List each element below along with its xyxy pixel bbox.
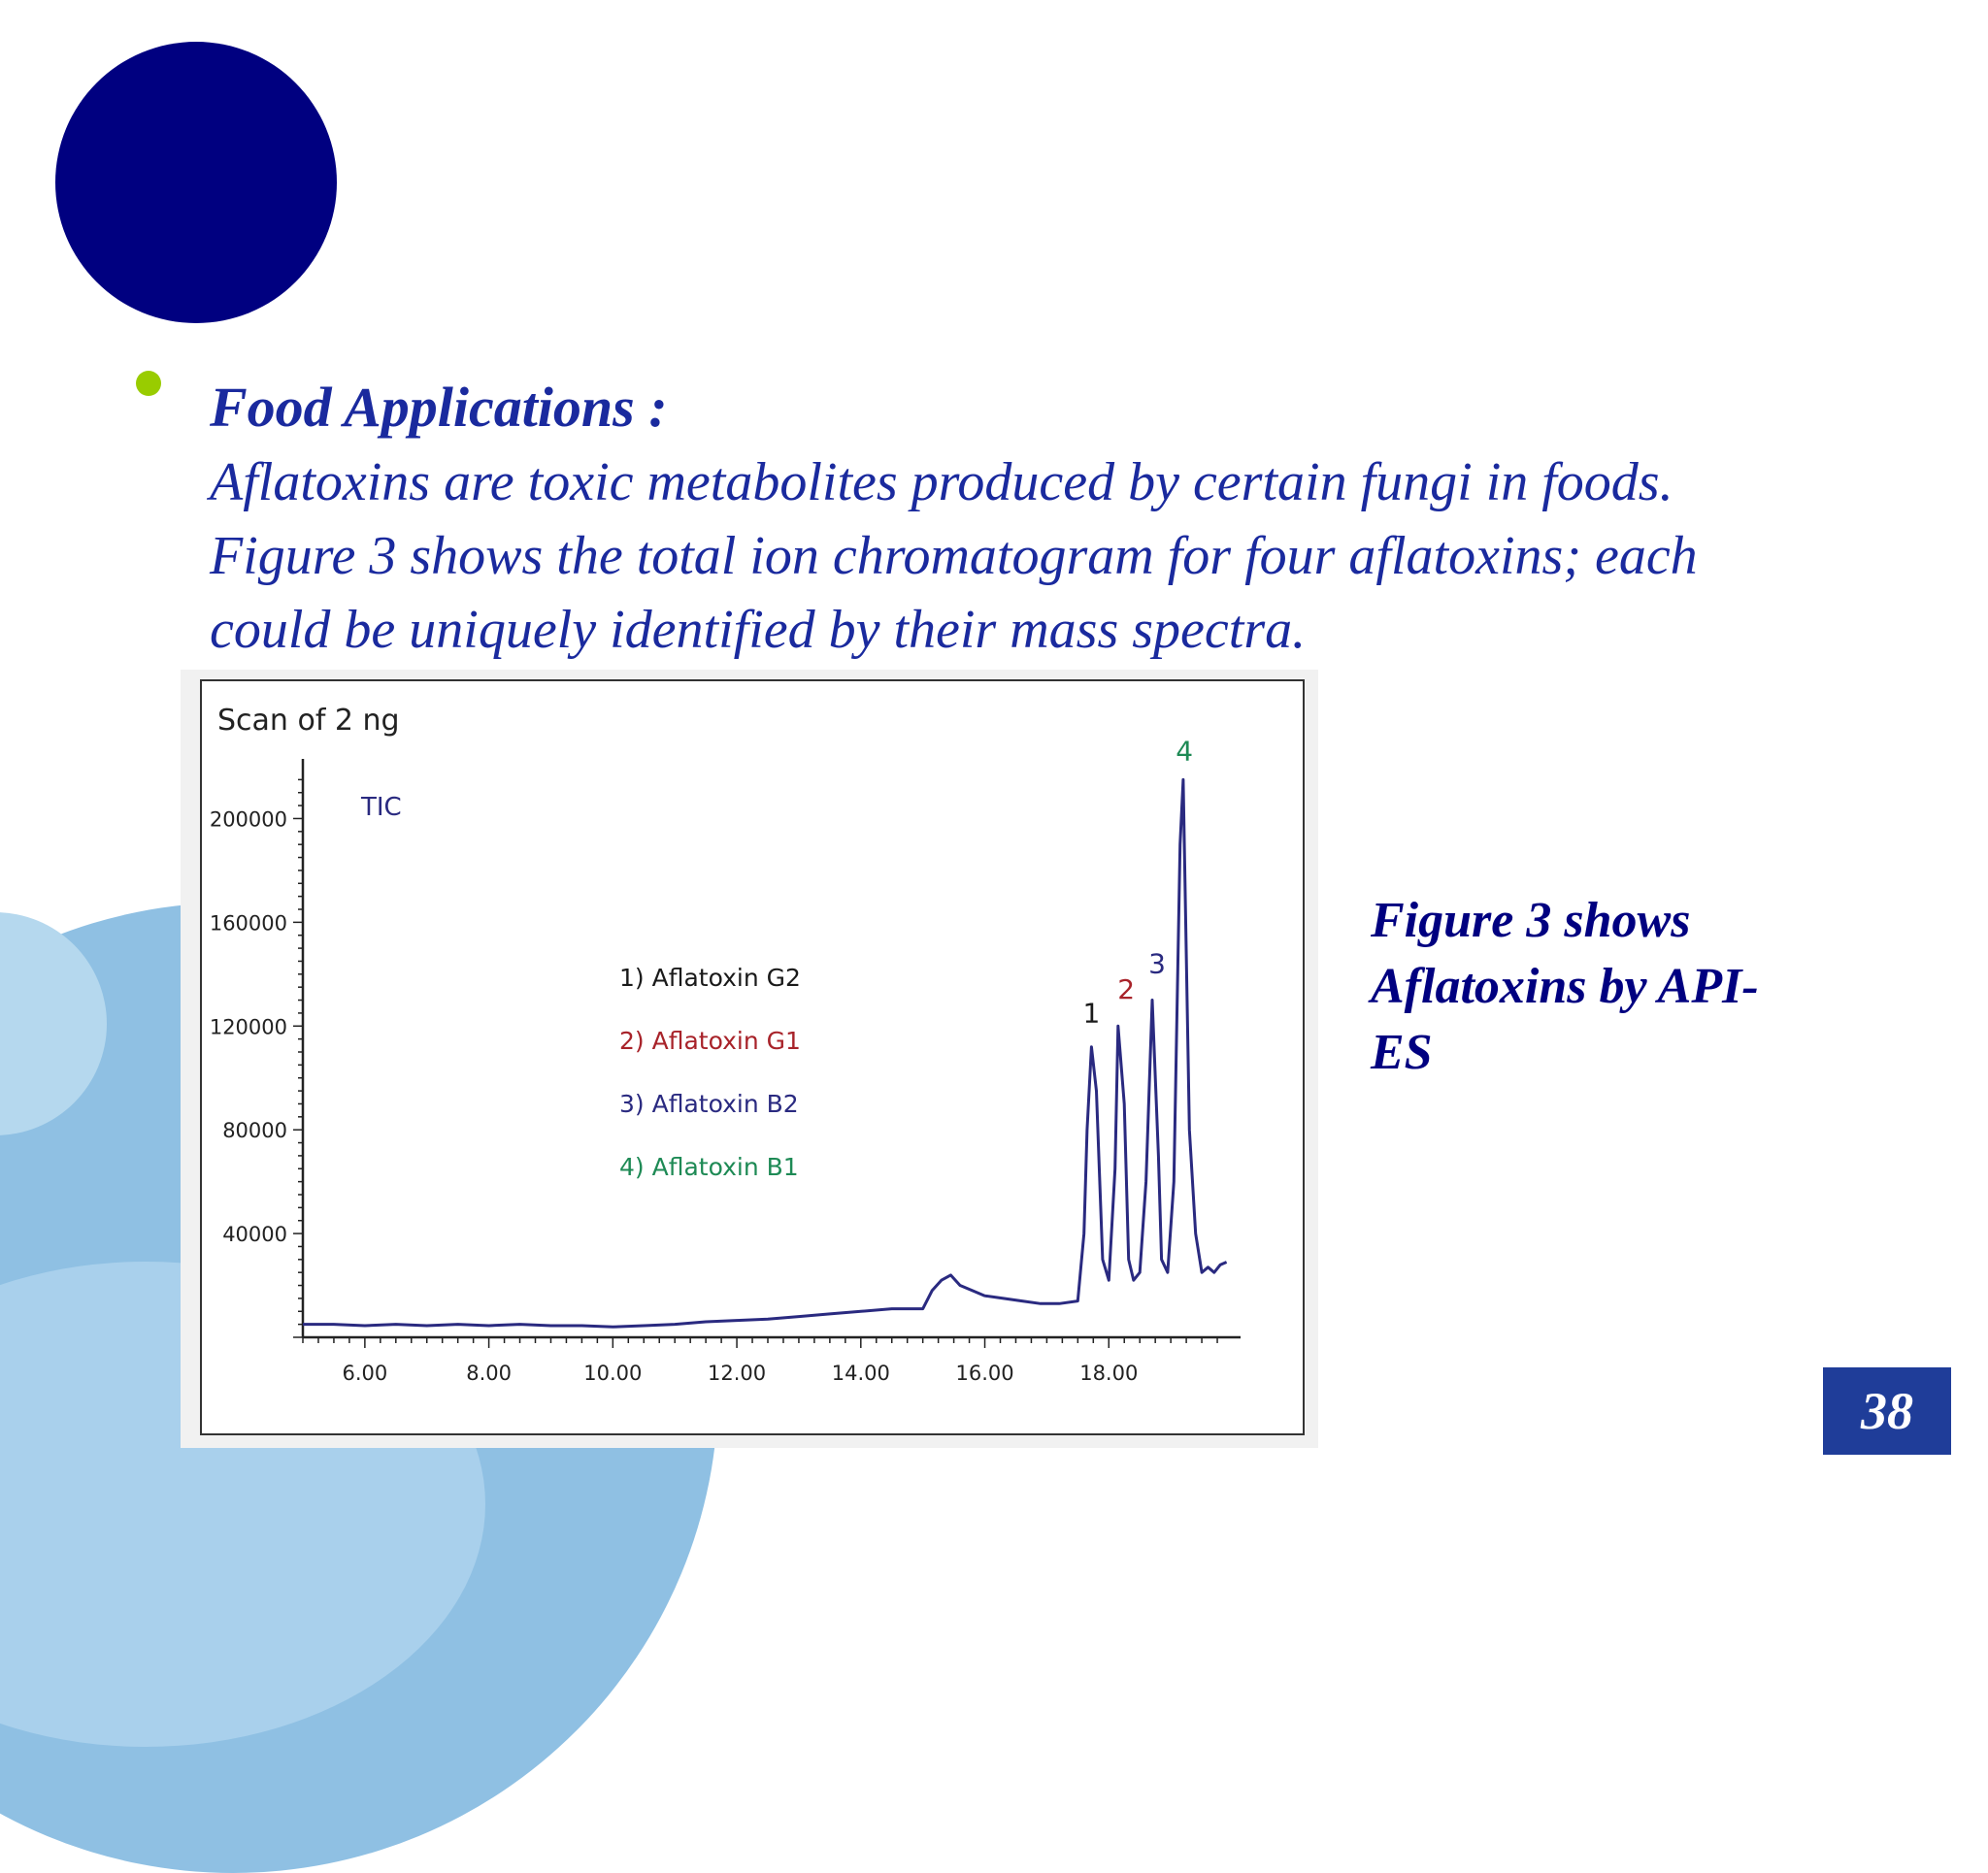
body-line: Aflatoxins are toxic metabolites produced by certain fungi in foods. (210, 452, 1673, 512)
slide-body (210, 445, 1938, 667)
caption-line: Aflatoxins by API- (1371, 959, 1759, 1014)
caption-line: ES (1371, 1025, 1433, 1080)
x-tick-label: 14.00 (831, 1362, 890, 1385)
chart-title: Scan of 2 ng (217, 704, 400, 738)
caption-line: Figure 3 shows (1371, 893, 1691, 948)
series-label: TIC (361, 793, 402, 822)
x-tick-label: 6.00 (342, 1362, 388, 1385)
peak-label: 1 (1082, 997, 1101, 1030)
legend-entry: 4) Aflatoxin B1 (619, 1153, 799, 1181)
body-line: Figure 3 shows the total ion chromatogram for four aflatoxins; each (210, 526, 1698, 586)
x-tick-label: 12.00 (708, 1362, 767, 1385)
x-tick-label: 8.00 (466, 1362, 512, 1385)
page-number: 38 (1823, 1367, 1951, 1455)
decorative-circle (55, 42, 337, 323)
x-tick-label: 18.00 (1079, 1362, 1139, 1385)
x-tick-label: 16.00 (955, 1362, 1014, 1385)
slide-heading: Food Applications : (210, 376, 668, 439)
chromatogram-chart (200, 679, 1305, 1436)
peak-label: 4 (1176, 735, 1194, 768)
body-line: could be uniquely identified by their mass spectra. (210, 600, 1307, 660)
y-tick-label: 160000 (209, 911, 287, 936)
y-tick-label: 80000 (222, 1119, 287, 1143)
legend-entry: 2) Aflatoxin G1 (619, 1027, 801, 1055)
figure-caption (1371, 888, 1856, 1086)
peak-label: 2 (1117, 973, 1136, 1006)
y-tick-label: 40000 (222, 1223, 287, 1247)
legend-entry: 1) Aflatoxin G2 (619, 964, 801, 992)
bullet-dot (136, 371, 161, 396)
x-tick-label: 10.00 (583, 1362, 643, 1385)
peak-label: 3 (1148, 947, 1166, 980)
y-tick-label: 200000 (209, 807, 287, 832)
legend-entry: 3) Aflatoxin B2 (619, 1090, 799, 1118)
y-tick-label: 120000 (209, 1015, 287, 1039)
